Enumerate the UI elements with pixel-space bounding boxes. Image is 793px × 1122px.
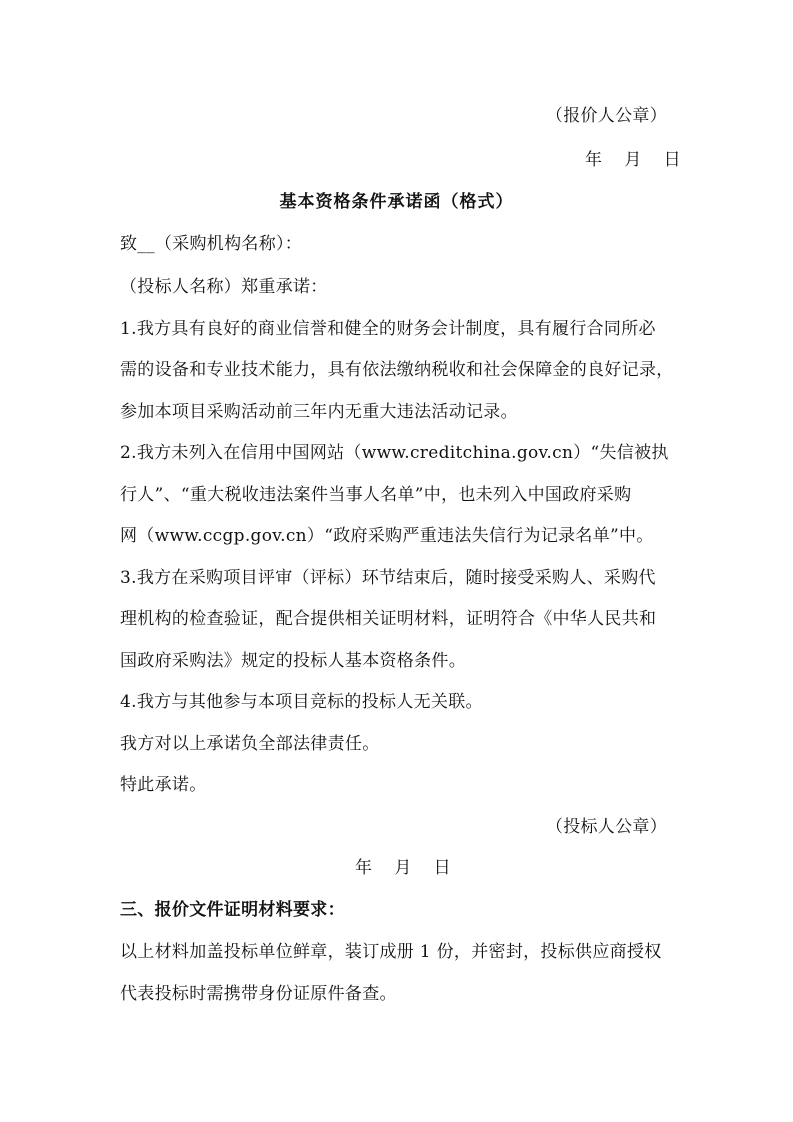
section3-body-line1: 以上材料加盖投标单位鲜章，装订成册 1 份，并密封，投标供应商授权 [120,942,662,962]
section3-body-line2: 代表投标时需携带身份证原件备查。 [120,984,397,1004]
footer-seal: （投标人公章） [545,817,667,837]
section3-heading: 三、报价文件证明材料要求： [120,900,345,920]
header-date [585,148,681,172]
item3-line1: 3.我方在采购项目评审（评标）环节结束后，随时接受采购人、采购代 [120,568,656,588]
responsibility: 我方对以上承诺负全部法律责任。 [120,734,380,754]
page-title: 基本资格条件承诺函（格式） [279,192,514,212]
item1-line3: 参加本项目采购活动前三年内无重大违法活动记录。 [120,402,518,422]
header-date-month: 月 [624,150,642,170]
header-date-day: 日 [663,150,681,170]
item2-line1: 2.我方未列入在信用中国网站（www.creditchina.gov.cn）“失信被执 [120,443,669,463]
salutation: 致__（采购机构名称）： [120,234,303,254]
item3-line3: 国政府采购法》规定的投标人基本资格条件。 [120,651,466,671]
item4: 4.我方与其他参与本项目竞标的投标人无关联。 [120,692,483,712]
item2-line2: 行人”、“重大税收违法案件当事人名单”中，也未列入中国政府采购 [120,485,632,505]
item2-line3: 网（www.ccgp.gov.cn）“政府采购严重违法失信行为记录名单”中。 [120,526,654,546]
footer-date-day: 日 [433,858,451,878]
footer-date-month: 月 [394,858,412,878]
footer-date [355,856,451,880]
item3-line2: 理机构的检查验证，配合提供相关证明材料，证明符合《中华人民共和 [120,609,657,629]
header-date-year: 年 [585,150,603,170]
closing: 特此承诺。 [120,775,207,795]
item1-line1: 1.我方具有良好的商业信誉和健全的财务会计制度，具有履行合同所必 [120,319,656,339]
item1-line2: 需的设备和专业技术能力，具有依法缴纳税收和社会保障金的良好记录， [120,360,674,380]
header-seal: （报价人公章） [545,106,667,126]
intro: （投标人名称）郑重承诺： [120,277,328,297]
footer-date-year: 年 [355,858,373,878]
